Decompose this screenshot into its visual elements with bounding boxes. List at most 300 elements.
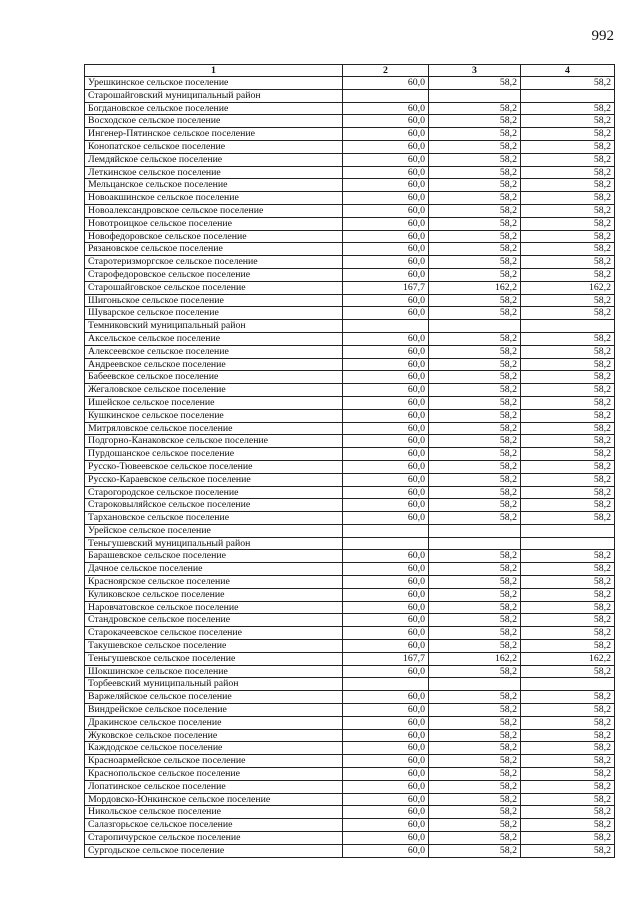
value-col-3-cell: 58,2 bbox=[429, 243, 521, 256]
value-col-2-cell: 60,0 bbox=[343, 384, 429, 397]
value-col-4-cell: 58,2 bbox=[521, 128, 615, 141]
value-col-2-cell: 60,0 bbox=[343, 780, 429, 793]
value-col-3-cell: 58,2 bbox=[429, 550, 521, 563]
value-col-3-cell: 58,2 bbox=[429, 627, 521, 640]
value-col-3-cell: 58,2 bbox=[429, 588, 521, 601]
settlement-name-cell: Старокачеевское сельское поселение bbox=[85, 627, 343, 640]
table-row bbox=[85, 256, 615, 269]
value-col-2-cell: 60,0 bbox=[343, 819, 429, 832]
value-col-3-cell: 58,2 bbox=[429, 77, 521, 90]
table-row bbox=[85, 268, 615, 281]
value-col-4-cell: 58,2 bbox=[521, 192, 615, 205]
table-row bbox=[85, 844, 615, 857]
table-row bbox=[85, 422, 615, 435]
value-col-3-cell: 58,2 bbox=[429, 844, 521, 857]
settlement-name-cell: Восходское сельское поселение bbox=[85, 115, 343, 128]
value-col-2-cell: 60,0 bbox=[343, 601, 429, 614]
table-row bbox=[85, 358, 615, 371]
settlement-name-cell: Старогородское сельское поселение bbox=[85, 486, 343, 499]
table-row bbox=[85, 486, 615, 499]
table-row bbox=[85, 563, 615, 576]
settlement-name-cell: Краснопольское сельское поселение bbox=[85, 768, 343, 781]
value-col-4-cell: 58,2 bbox=[521, 396, 615, 409]
value-col-3-cell: 58,2 bbox=[429, 563, 521, 576]
value-col-2-cell: 60,0 bbox=[343, 230, 429, 243]
settlement-name-cell: Ишейское сельское поселение bbox=[85, 396, 343, 409]
settlement-name-cell: Богдановское сельское поселение bbox=[85, 102, 343, 115]
settlement-name-cell: Теньгушевский муниципальный район bbox=[85, 537, 343, 550]
value-col-2-cell: 60,0 bbox=[343, 588, 429, 601]
table-row bbox=[85, 640, 615, 653]
value-col-3-cell: 58,2 bbox=[429, 268, 521, 281]
settlement-name-cell: Урешкинское сельское поселение bbox=[85, 77, 343, 90]
table-row bbox=[85, 524, 615, 537]
value-col-4-cell: 58,2 bbox=[521, 307, 615, 320]
table-row bbox=[85, 230, 615, 243]
table-row bbox=[85, 192, 615, 205]
settlement-name-cell: Новофедоровское сельское поселение bbox=[85, 230, 343, 243]
settlement-name-cell: Мордовско-Юнкинское сельское поселение bbox=[85, 793, 343, 806]
table-row bbox=[85, 409, 615, 422]
value-col-2-cell: 60,0 bbox=[343, 576, 429, 589]
settlement-name-cell: Старопичурское сельское поселение bbox=[85, 832, 343, 845]
settlement-name-cell: Леткинское сельское поселение bbox=[85, 166, 343, 179]
value-col-4-cell: 58,2 bbox=[521, 384, 615, 397]
settlement-name-cell: Старошайговский муниципальный район bbox=[85, 89, 343, 102]
table-row bbox=[85, 371, 615, 384]
settlement-name-cell: Старофедоровское сельское поселение bbox=[85, 268, 343, 281]
settlement-name-cell: Красноярское сельское поселение bbox=[85, 576, 343, 589]
value-col-4-cell: 58,2 bbox=[521, 665, 615, 678]
value-col-2-cell: 60,0 bbox=[343, 806, 429, 819]
value-col-2-cell: 60,0 bbox=[343, 473, 429, 486]
settlement-name-cell: Дракинское сельское поселение bbox=[85, 716, 343, 729]
settlement-name-cell: Дачное сельское поселение bbox=[85, 563, 343, 576]
header-col-2: 2 bbox=[343, 65, 429, 77]
value-col-3-cell: 58,2 bbox=[429, 179, 521, 192]
settlement-name-cell: Новоалександровское сельское поселение bbox=[85, 204, 343, 217]
value-col-4-cell: 58,2 bbox=[521, 77, 615, 90]
value-col-3-cell bbox=[429, 320, 521, 333]
page-number: 992 bbox=[591, 28, 614, 44]
settlement-name-cell: Алексеевское сельское поселение bbox=[85, 345, 343, 358]
value-col-4-cell: 58,2 bbox=[521, 243, 615, 256]
value-col-3-cell: 58,2 bbox=[429, 665, 521, 678]
value-col-4-cell: 58,2 bbox=[521, 473, 615, 486]
table-row bbox=[85, 307, 615, 320]
table-row bbox=[85, 332, 615, 345]
settlement-name-cell: Наровчатовское сельское поселение bbox=[85, 601, 343, 614]
value-col-2-cell: 60,0 bbox=[343, 793, 429, 806]
table-row bbox=[85, 77, 615, 90]
settlement-name-cell: Никольское сельское поселение bbox=[85, 806, 343, 819]
value-col-2-cell: 60,0 bbox=[343, 486, 429, 499]
value-col-2-cell: 60,0 bbox=[343, 409, 429, 422]
settlement-name-cell: Кушкинское сельское поселение bbox=[85, 409, 343, 422]
settlement-name-cell: Шуварское сельское поселение bbox=[85, 307, 343, 320]
value-col-4-cell: 58,2 bbox=[521, 409, 615, 422]
value-col-3-cell: 58,2 bbox=[429, 115, 521, 128]
value-col-4-cell: 58,2 bbox=[521, 166, 615, 179]
value-col-2-cell: 60,0 bbox=[343, 691, 429, 704]
value-col-2-cell: 60,0 bbox=[343, 704, 429, 717]
value-col-2-cell: 60,0 bbox=[343, 128, 429, 141]
value-col-4-cell: 58,2 bbox=[521, 512, 615, 525]
value-col-3-cell: 58,2 bbox=[429, 729, 521, 742]
value-col-3-cell: 58,2 bbox=[429, 576, 521, 589]
table-row bbox=[85, 704, 615, 717]
table-row bbox=[85, 691, 615, 704]
settlement-name-cell: Торбеевский муниципальный район bbox=[85, 678, 343, 691]
value-col-4-cell bbox=[521, 89, 615, 102]
value-col-4-cell: 58,2 bbox=[521, 768, 615, 781]
table-row bbox=[85, 396, 615, 409]
value-col-4-cell: 58,2 bbox=[521, 345, 615, 358]
table-row bbox=[85, 780, 615, 793]
value-col-3-cell: 58,2 bbox=[429, 332, 521, 345]
value-col-3-cell: 58,2 bbox=[429, 294, 521, 307]
settlement-name-cell: Виндрейское сельское поселение bbox=[85, 704, 343, 717]
value-col-2-cell: 60,0 bbox=[343, 345, 429, 358]
settlement-name-cell: Сургодьское сельское поселение bbox=[85, 844, 343, 857]
value-col-4-cell bbox=[521, 320, 615, 333]
value-col-3-cell: 58,2 bbox=[429, 153, 521, 166]
table-row bbox=[85, 140, 615, 153]
value-col-3-cell: 58,2 bbox=[429, 819, 521, 832]
value-col-4-cell: 58,2 bbox=[521, 716, 615, 729]
value-col-2-cell: 60,0 bbox=[343, 755, 429, 768]
value-col-3-cell: 58,2 bbox=[429, 409, 521, 422]
table-row bbox=[85, 115, 615, 128]
value-col-4-cell: 58,2 bbox=[521, 294, 615, 307]
table-row bbox=[85, 435, 615, 448]
table-row bbox=[85, 179, 615, 192]
value-col-4-cell: 58,2 bbox=[521, 256, 615, 269]
value-col-3-cell: 58,2 bbox=[429, 832, 521, 845]
table-row bbox=[85, 588, 615, 601]
settlement-name-cell: Бабеевское сельское поселение bbox=[85, 371, 343, 384]
value-col-2-cell: 60,0 bbox=[343, 435, 429, 448]
settlement-name-cell: Шигоньское сельское поселение bbox=[85, 294, 343, 307]
table-row bbox=[85, 294, 615, 307]
table-row bbox=[85, 128, 615, 141]
value-col-3-cell: 58,2 bbox=[429, 256, 521, 269]
value-col-4-cell: 58,2 bbox=[521, 640, 615, 653]
table-row bbox=[85, 665, 615, 678]
value-col-4-cell: 58,2 bbox=[521, 140, 615, 153]
settlement-name-cell: Новоакшинское сельское поселение bbox=[85, 192, 343, 205]
table-row bbox=[85, 819, 615, 832]
settlement-name-cell: Каждодское сельское поселение bbox=[85, 742, 343, 755]
settlement-name-cell: Тархановское сельское поселение bbox=[85, 512, 343, 525]
value-col-3-cell: 58,2 bbox=[429, 486, 521, 499]
settlement-name-cell: Такушевское сельское поселение bbox=[85, 640, 343, 653]
settlement-name-cell: Стандровское сельское поселение bbox=[85, 614, 343, 627]
settlement-name-cell: Рязановское сельское поселение bbox=[85, 243, 343, 256]
value-col-2-cell: 60,0 bbox=[343, 77, 429, 90]
value-col-2-cell: 60,0 bbox=[343, 832, 429, 845]
value-col-3-cell: 58,2 bbox=[429, 192, 521, 205]
settlement-name-cell: Мельцанское сельское поселение bbox=[85, 179, 343, 192]
value-col-4-cell bbox=[521, 524, 615, 537]
value-col-2-cell bbox=[343, 537, 429, 550]
value-col-4-cell: 58,2 bbox=[521, 742, 615, 755]
table-row bbox=[85, 627, 615, 640]
value-col-4-cell: 58,2 bbox=[521, 819, 615, 832]
value-col-2-cell: 60,0 bbox=[343, 422, 429, 435]
table-row bbox=[85, 473, 615, 486]
value-col-4-cell: 58,2 bbox=[521, 499, 615, 512]
value-col-3-cell: 58,2 bbox=[429, 768, 521, 781]
value-col-4-cell: 58,2 bbox=[521, 588, 615, 601]
value-col-2-cell: 60,0 bbox=[343, 665, 429, 678]
value-col-3-cell: 58,2 bbox=[429, 448, 521, 461]
settlement-name-cell: Старотеризморгское сельское поселение bbox=[85, 256, 343, 269]
header-col-3: 3 bbox=[429, 65, 521, 77]
settlement-name-cell: Новотроицкое сельское поселение bbox=[85, 217, 343, 230]
value-col-2-cell: 60,0 bbox=[343, 192, 429, 205]
value-col-4-cell: 58,2 bbox=[521, 563, 615, 576]
settlement-name-cell: Старошайговское сельское поселение bbox=[85, 281, 343, 294]
table-row bbox=[85, 102, 615, 115]
settlement-name-cell: Варжеляйское сельское поселение bbox=[85, 691, 343, 704]
value-col-3-cell: 58,2 bbox=[429, 640, 521, 653]
settlement-name-cell: Теньгушевское сельское поселение bbox=[85, 652, 343, 665]
value-col-3-cell: 58,2 bbox=[429, 371, 521, 384]
table-row bbox=[85, 716, 615, 729]
settlement-name-cell: Аксельское сельское поселение bbox=[85, 332, 343, 345]
value-col-3-cell: 58,2 bbox=[429, 345, 521, 358]
settlement-name-cell: Жуковское сельское поселение bbox=[85, 729, 343, 742]
value-col-3-cell: 58,2 bbox=[429, 704, 521, 717]
value-col-2-cell: 167,7 bbox=[343, 281, 429, 294]
value-col-4-cell: 58,2 bbox=[521, 550, 615, 563]
table-row bbox=[85, 89, 615, 102]
value-col-2-cell: 60,0 bbox=[343, 371, 429, 384]
value-col-4-cell: 58,2 bbox=[521, 204, 615, 217]
value-col-4-cell: 58,2 bbox=[521, 486, 615, 499]
value-col-4-cell: 58,2 bbox=[521, 704, 615, 717]
value-col-4-cell: 58,2 bbox=[521, 230, 615, 243]
value-col-2-cell: 60,0 bbox=[343, 742, 429, 755]
value-col-4-cell: 162,2 bbox=[521, 652, 615, 665]
value-col-2-cell: 60,0 bbox=[343, 153, 429, 166]
table-row bbox=[85, 217, 615, 230]
value-col-4-cell: 58,2 bbox=[521, 627, 615, 640]
value-col-4-cell bbox=[521, 678, 615, 691]
value-col-2-cell: 60,0 bbox=[343, 729, 429, 742]
value-col-3-cell: 58,2 bbox=[429, 230, 521, 243]
value-col-2-cell: 60,0 bbox=[343, 102, 429, 115]
value-col-2-cell: 60,0 bbox=[343, 512, 429, 525]
table-row bbox=[85, 832, 615, 845]
value-col-3-cell: 58,2 bbox=[429, 512, 521, 525]
table-row bbox=[85, 614, 615, 627]
value-col-2-cell: 60,0 bbox=[343, 460, 429, 473]
table-row bbox=[85, 729, 615, 742]
value-col-2-cell: 60,0 bbox=[343, 332, 429, 345]
table-row bbox=[85, 537, 615, 550]
header-col-4: 4 bbox=[521, 65, 615, 77]
table-row bbox=[85, 806, 615, 819]
value-col-4-cell: 58,2 bbox=[521, 115, 615, 128]
value-col-3-cell: 162,2 bbox=[429, 652, 521, 665]
table-row bbox=[85, 153, 615, 166]
value-col-2-cell: 60,0 bbox=[343, 627, 429, 640]
value-col-2-cell: 60,0 bbox=[343, 115, 429, 128]
value-col-4-cell: 58,2 bbox=[521, 153, 615, 166]
value-col-2-cell: 60,0 bbox=[343, 563, 429, 576]
value-col-4-cell: 58,2 bbox=[521, 793, 615, 806]
table-row bbox=[85, 204, 615, 217]
value-col-3-cell bbox=[429, 524, 521, 537]
value-col-2-cell: 60,0 bbox=[343, 768, 429, 781]
value-col-4-cell: 58,2 bbox=[521, 780, 615, 793]
value-col-2-cell: 60,0 bbox=[343, 640, 429, 653]
value-col-2-cell bbox=[343, 320, 429, 333]
value-col-4-cell: 58,2 bbox=[521, 729, 615, 742]
table-row bbox=[85, 345, 615, 358]
settlement-name-cell: Пурдошанское сельское поселение bbox=[85, 448, 343, 461]
settlement-name-cell: Куликовское сельское поселение bbox=[85, 588, 343, 601]
table-row bbox=[85, 601, 615, 614]
value-col-3-cell: 58,2 bbox=[429, 460, 521, 473]
value-col-2-cell: 60,0 bbox=[343, 358, 429, 371]
settlement-name-cell: Староковыляйское сельское поселение bbox=[85, 499, 343, 512]
value-col-4-cell: 58,2 bbox=[521, 844, 615, 857]
value-col-3-cell: 58,2 bbox=[429, 384, 521, 397]
value-col-4-cell: 58,2 bbox=[521, 448, 615, 461]
value-col-3-cell: 58,2 bbox=[429, 806, 521, 819]
settlement-name-cell: Лопатинское сельское поселение bbox=[85, 780, 343, 793]
value-col-2-cell: 60,0 bbox=[343, 307, 429, 320]
value-col-4-cell: 58,2 bbox=[521, 422, 615, 435]
value-col-3-cell bbox=[429, 678, 521, 691]
value-col-2-cell: 60,0 bbox=[343, 166, 429, 179]
value-col-3-cell: 58,2 bbox=[429, 422, 521, 435]
settlement-name-cell: Митряловское сельское поселение bbox=[85, 422, 343, 435]
value-col-2-cell: 60,0 bbox=[343, 140, 429, 153]
value-col-2-cell bbox=[343, 89, 429, 102]
value-col-3-cell: 58,2 bbox=[429, 499, 521, 512]
settlement-name-cell: Шокшинское сельское поселение bbox=[85, 665, 343, 678]
table-row bbox=[85, 384, 615, 397]
value-col-2-cell: 60,0 bbox=[343, 499, 429, 512]
value-col-2-cell: 167,7 bbox=[343, 652, 429, 665]
value-col-4-cell: 58,2 bbox=[521, 358, 615, 371]
value-col-2-cell: 60,0 bbox=[343, 179, 429, 192]
settlement-name-cell: Лемдяйское сельское поселение bbox=[85, 153, 343, 166]
value-col-3-cell: 58,2 bbox=[429, 435, 521, 448]
value-col-4-cell: 58,2 bbox=[521, 832, 615, 845]
value-col-3-cell: 58,2 bbox=[429, 716, 521, 729]
value-col-2-cell: 60,0 bbox=[343, 243, 429, 256]
value-col-3-cell: 58,2 bbox=[429, 742, 521, 755]
value-col-4-cell: 58,2 bbox=[521, 806, 615, 819]
value-col-3-cell bbox=[429, 89, 521, 102]
value-col-3-cell: 58,2 bbox=[429, 473, 521, 486]
value-col-3-cell: 58,2 bbox=[429, 614, 521, 627]
value-col-2-cell: 60,0 bbox=[343, 268, 429, 281]
value-col-3-cell: 58,2 bbox=[429, 601, 521, 614]
value-col-2-cell: 60,0 bbox=[343, 614, 429, 627]
settlement-name-cell: Ингенер-Пятинское сельское поселение bbox=[85, 128, 343, 141]
value-col-4-cell: 58,2 bbox=[521, 435, 615, 448]
value-col-4-cell: 58,2 bbox=[521, 179, 615, 192]
table-row bbox=[85, 550, 615, 563]
header-col-1: 1 bbox=[85, 65, 343, 77]
table-row bbox=[85, 768, 615, 781]
table-row bbox=[85, 576, 615, 589]
value-col-2-cell: 60,0 bbox=[343, 294, 429, 307]
value-col-4-cell: 58,2 bbox=[521, 755, 615, 768]
value-col-3-cell: 58,2 bbox=[429, 102, 521, 115]
value-col-2-cell bbox=[343, 678, 429, 691]
table-row bbox=[85, 166, 615, 179]
settlement-name-cell: Русско-Караевское сельское поселение bbox=[85, 473, 343, 486]
value-col-4-cell: 162,2 bbox=[521, 281, 615, 294]
value-col-4-cell: 58,2 bbox=[521, 576, 615, 589]
value-col-2-cell: 60,0 bbox=[343, 217, 429, 230]
value-col-3-cell: 58,2 bbox=[429, 780, 521, 793]
value-col-2-cell bbox=[343, 524, 429, 537]
value-col-3-cell: 58,2 bbox=[429, 166, 521, 179]
table-row bbox=[85, 281, 615, 294]
settlement-name-cell: Барашевское сельское поселение bbox=[85, 550, 343, 563]
value-col-4-cell: 58,2 bbox=[521, 460, 615, 473]
value-col-4-cell: 58,2 bbox=[521, 601, 615, 614]
settlement-name-cell: Урейское сельское поселение bbox=[85, 524, 343, 537]
value-col-2-cell: 60,0 bbox=[343, 550, 429, 563]
table-row bbox=[85, 460, 615, 473]
table-row bbox=[85, 243, 615, 256]
table-row bbox=[85, 742, 615, 755]
value-col-3-cell bbox=[429, 537, 521, 550]
table-row bbox=[85, 793, 615, 806]
settlement-name-cell: Русско-Тювеевское сельское поселение bbox=[85, 460, 343, 473]
settlement-name-cell: Андреевское сельское поселение bbox=[85, 358, 343, 371]
value-col-3-cell: 58,2 bbox=[429, 307, 521, 320]
value-col-4-cell: 58,2 bbox=[521, 217, 615, 230]
table-body bbox=[85, 65, 615, 858]
table-row bbox=[85, 499, 615, 512]
value-col-4-cell: 58,2 bbox=[521, 268, 615, 281]
settlement-name-cell: Темниковский муниципальный район bbox=[85, 320, 343, 333]
value-col-3-cell: 58,2 bbox=[429, 396, 521, 409]
settlement-name-cell: Красноармейское сельское поселение bbox=[85, 755, 343, 768]
table-header-row bbox=[85, 65, 615, 77]
table-row bbox=[85, 755, 615, 768]
value-col-4-cell: 58,2 bbox=[521, 371, 615, 384]
value-col-4-cell: 58,2 bbox=[521, 691, 615, 704]
value-col-3-cell: 58,2 bbox=[429, 140, 521, 153]
value-col-2-cell: 60,0 bbox=[343, 716, 429, 729]
value-col-2-cell: 60,0 bbox=[343, 204, 429, 217]
value-col-2-cell: 60,0 bbox=[343, 844, 429, 857]
table-row bbox=[85, 652, 615, 665]
value-col-3-cell: 58,2 bbox=[429, 358, 521, 371]
value-col-3-cell: 58,2 bbox=[429, 793, 521, 806]
value-col-2-cell: 60,0 bbox=[343, 256, 429, 269]
table-row bbox=[85, 320, 615, 333]
table-row bbox=[85, 678, 615, 691]
value-col-2-cell: 60,0 bbox=[343, 448, 429, 461]
settlement-name-cell: Салазгорьское сельское поселение bbox=[85, 819, 343, 832]
settlement-name-cell: Жегаловское сельское поселение bbox=[85, 384, 343, 397]
value-col-4-cell bbox=[521, 537, 615, 550]
value-col-3-cell: 58,2 bbox=[429, 755, 521, 768]
value-col-3-cell: 58,2 bbox=[429, 204, 521, 217]
